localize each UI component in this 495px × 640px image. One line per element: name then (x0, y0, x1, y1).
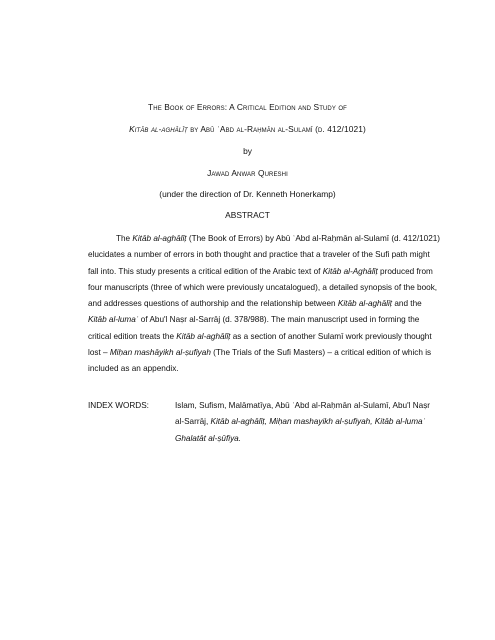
index-words-text: Islam, Sufism, Malāmatīya, Abū ʿAbd al-Raḥmān al-Sulamī, Abu'l Naṣr (175, 401, 431, 410)
abstract-text: lost – (88, 348, 110, 358)
abstract-text: as a section of another Sulamī work previously thought (230, 331, 432, 341)
abstract-text: and the (392, 299, 422, 309)
abstract-body (88, 231, 441, 378)
abstract-text: four manuscripts (three of which were previously uncatalogued), a detailed synopsis of the book, (88, 282, 438, 292)
abstract-line (88, 247, 430, 263)
abstract-text: The (116, 234, 133, 243)
title-author-date: by Abū ʿAbd al-Raḥmān al-Sulamī (d. 412/1021) (187, 124, 366, 134)
abstract-text: (The Trials of the Sufi Masters) – a critical edition of which is (210, 348, 432, 358)
abstract-line (88, 361, 388, 377)
abstract-line (88, 296, 422, 312)
abstract-text: produced from (377, 266, 433, 276)
abstract-text: fall into. This study presents a critical edition of the Arabic text of (88, 266, 323, 276)
index-words-italic: Kitāb al-aghālīṭ, Miḥan mashayikh al-ṣufiyah, Kitāb al-lumaʿ (210, 417, 426, 427)
abstract-heading: ABSTRACT (225, 210, 270, 220)
abstract-italic: Kitāb al-aghālīṭ (176, 331, 231, 341)
abstract-line (88, 312, 420, 328)
index-words-line (175, 431, 405, 447)
abstract-text: elucidates a number of errors in both thought and practice that a traveler of the Sufi path might (88, 250, 430, 260)
abstract-italic: Kitāb al-lumaʿ (88, 315, 139, 325)
index-words-italic: Ghalatāt al-ṣūfiya. (175, 433, 241, 443)
abstract-text: of Abu'l Naṣr al-Sarrāj (d. 378/988). The main manuscript used in forming the (138, 315, 420, 325)
abstract-text: and addresses questions of authorship and the relationship between (88, 299, 338, 309)
abstract-line (88, 280, 438, 296)
direction-note: (under the direction of Dr. Kenneth Honerkamp) (159, 189, 336, 199)
title-book-name: Kitāb al-aghālīṭ (129, 124, 188, 134)
by-label: by (243, 146, 252, 156)
abstract-line (88, 345, 432, 361)
index-words-line (175, 398, 431, 414)
author-name: Jawad Anwar Qureshi (207, 168, 288, 178)
abstract-italic: Kitāb al-aghālīṭ (337, 299, 393, 309)
index-words-line (175, 414, 426, 430)
title-line-1: The Book of Errors: A Critical Edition and Study of (148, 102, 347, 112)
abstract-italic: Kitāb al-Aghālīṭ (322, 266, 378, 276)
index-words-text: al-Sarrāj, (175, 417, 211, 427)
index-words-list (175, 398, 431, 447)
abstract-text: included as an appendix. (88, 364, 179, 374)
abstract-line (88, 329, 432, 345)
index-words-label: INDEX WORDS: (88, 401, 149, 410)
abstract-line (88, 264, 433, 280)
abstract-italic: Kitāb al-aghālīṭ (132, 234, 187, 243)
title-line-2 (0, 124, 495, 135)
abstract-text: critical edition treats the (88, 331, 177, 341)
abstract-line (88, 231, 441, 247)
abstract-text: (The Book of Errors) by Abū ʿAbd al-Raḥmān al-Sulamī (d. 412/1021) (186, 234, 441, 243)
abstract-italic: Miḥan mashāyikh al-ṣufiyah (109, 348, 211, 358)
